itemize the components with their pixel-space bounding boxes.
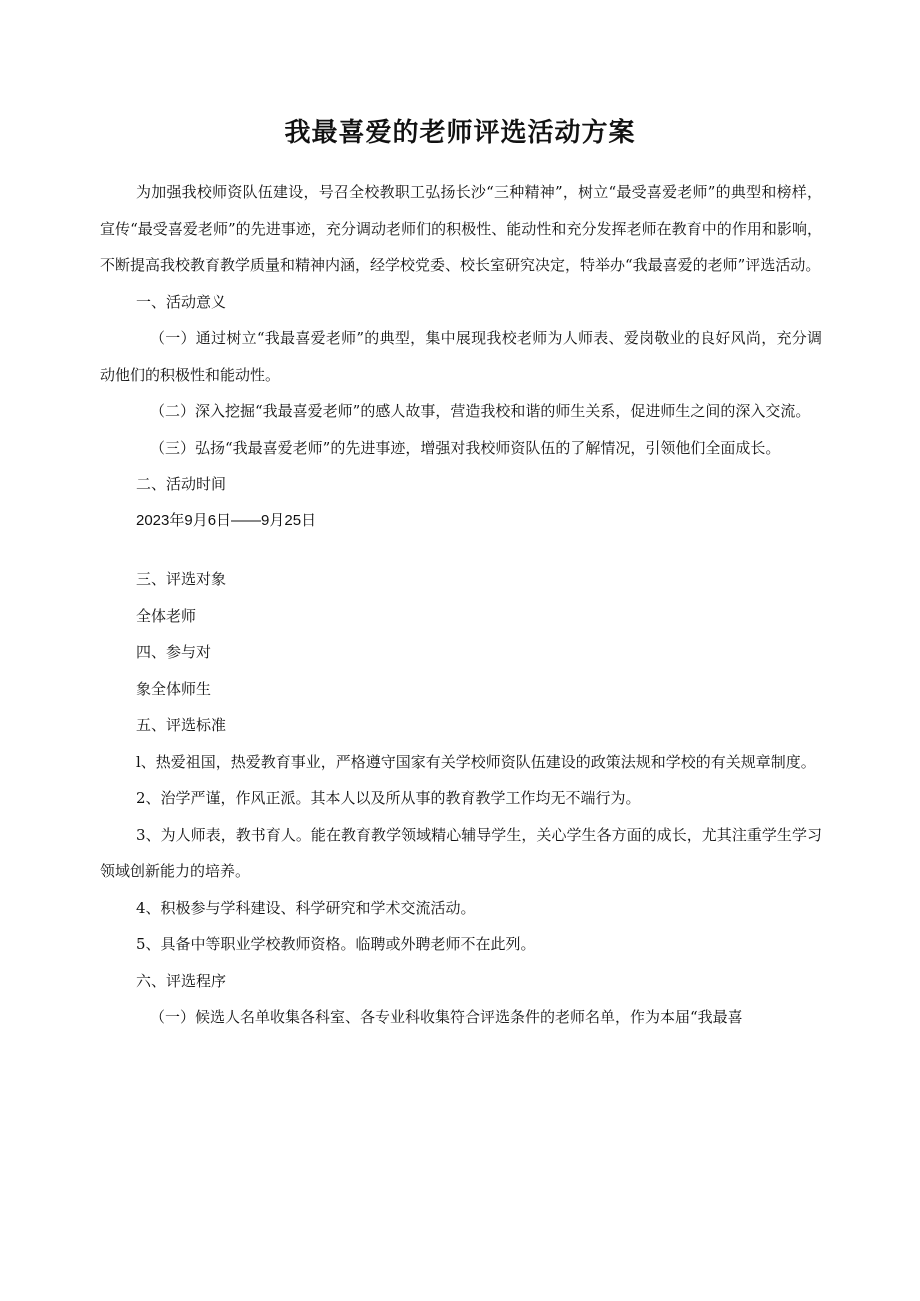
significance-item-1: （一）通过树立“我最喜爱老师”的典型，集中展现我校老师为人师表、爱岗敬业的良好风尚，充分调动他们的积极性和能动性。 <box>100 329 822 384</box>
criteria-item-1: l、热爱祖国，热爱教育事业，严格遵守国家有关学校师资队伍建设的政策法规和学校的有关规章制度。 <box>136 752 816 771</box>
significance-item-2: （二）深入挖掘“我最喜爱老师”的感人故事，营造我校和谐的师生关系，促进师生之间的深入交流。 <box>150 402 811 420</box>
section-heading-criteria: 五、评选标准 <box>136 716 227 734</box>
intro-paragraph: 为加强我校师资队伍建设，号召全校教职工弘扬长沙“三种精神”，树立“最受喜爱老师”的典型和榜样，宣传“最受喜爱老师”的先进事迹，充分调动老师们的积极性、能动性和充分发挥老师在教育中的作用和影响，不断提高我校教育教学质量和精神内涵，经学校党委、校长室研究决定，特举办“我最喜爱的老师”评选活动。 <box>100 183 822 274</box>
participants-text: 象全体师生 <box>136 679 212 698</box>
criteria-item-5: 5、具备中等职业学校教师资格。临聘或外聘老师不在此列。 <box>136 935 536 953</box>
section-heading-significance: 一、活动意义 <box>136 292 227 311</box>
section-heading-candidates: 三、评选对象 <box>136 570 227 588</box>
significance-item-3: （三）弘扬“我最喜爱老师”的先进事迹，增强对我校师资队伍的了解情况，引领他们全面成长。 <box>150 438 781 457</box>
section-heading-participants: 四、参与对 <box>136 643 212 661</box>
section-heading-procedure: 六、评选程序 <box>136 971 227 990</box>
criteria-item-2: 2、治学严谨，作风正派。其本人以及所从事的教育教学工作均无不端行为。 <box>136 789 641 807</box>
criteria-item-4: 4、积极参与学科建设、科学研究和学术交流活动。 <box>136 898 476 917</box>
criteria-item-3: 3、为人师表，教书育人。能在教育教学领域精心辅导学生，关心学生各方面的成长，尤其注重学生学习领域创新能力的培养。 <box>100 825 822 880</box>
document-body <box>100 174 822 1036</box>
activity-time: 2023年9月6日——9月25日 <box>136 511 317 529</box>
document-title: 我最喜爱的老师评选活动方案 <box>284 118 636 149</box>
procedure-item-1: （一）候选人名单收集各科室、各专业科收集符合评选条件的老师名单，作为本届“我最喜 <box>150 1008 743 1026</box>
candidates-text: 全体老师 <box>136 606 197 625</box>
section-heading-time: 二、活动时间 <box>136 475 227 493</box>
